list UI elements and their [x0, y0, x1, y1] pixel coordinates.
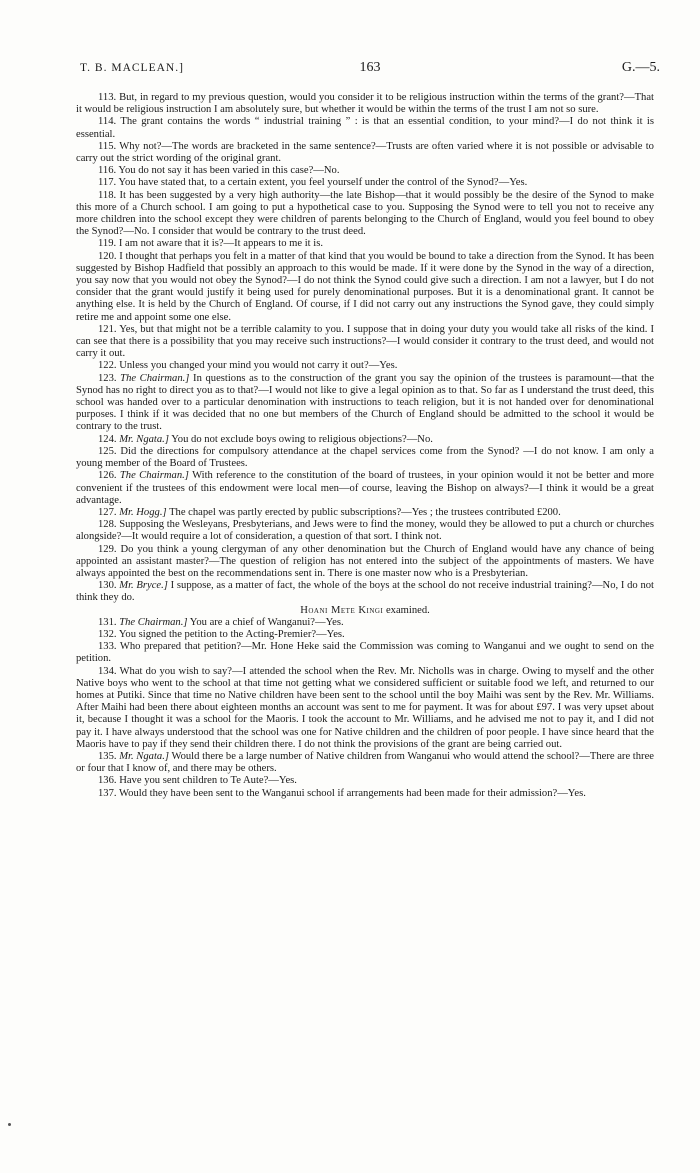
question-number: 135.	[98, 750, 117, 762]
witness-name: Hoani Mete Kingi	[300, 604, 384, 616]
speaker: The Chairman.]	[119, 470, 189, 482]
question-paragraph	[76, 434, 654, 446]
page-body	[76, 92, 654, 800]
question-number: 122.	[98, 360, 117, 372]
question-number: 129.	[98, 543, 117, 555]
running-head-left: T. B. MACLEAN.]	[80, 62, 184, 74]
question-paragraph	[76, 251, 654, 324]
question-text: You are a chief of Wanganui?—Yes.	[189, 616, 344, 628]
question-number: 128.	[98, 519, 117, 531]
testimony-block-2	[76, 617, 654, 800]
question-number: 136.	[98, 775, 117, 787]
question-number: 113.	[98, 92, 117, 103]
question-paragraph	[76, 507, 654, 519]
question-paragraph	[76, 360, 654, 372]
question-paragraph	[76, 580, 654, 604]
speaker: Mr. Hogg.]	[119, 506, 167, 518]
question-number: 121.	[98, 323, 117, 335]
question-text: Would there be a large number of Native children from Wanganui who would attend the school?—There are three or four that I know of, and there may be others.	[76, 750, 654, 775]
question-number: 118.	[98, 189, 117, 201]
speaker: Mr. Bryce.]	[119, 580, 168, 592]
question-number: 137.	[98, 787, 117, 799]
question-paragraph	[76, 238, 654, 250]
speaker: Mr. Ngata.]	[119, 750, 169, 762]
question-paragraph	[76, 519, 654, 543]
question-paragraph	[76, 617, 654, 629]
speaker: Mr. Ngata.]	[119, 433, 169, 445]
question-paragraph	[76, 165, 654, 177]
testimony-block-1	[76, 92, 654, 605]
page-number: 163	[359, 60, 381, 75]
witness-suffix: examined.	[385, 604, 430, 616]
question-text: Yes, but that might not be a terrible calamity to you. I suppose that in doing your duty you would take all risks of the kind. I can see that there is a possibility that you may receive such instructions?—I would consider it contrary to the trust deed, and would not carry it out.	[76, 323, 654, 360]
question-number: 120.	[98, 250, 117, 262]
question-paragraph	[76, 190, 654, 239]
question-paragraph	[76, 141, 654, 165]
question-text: What do you wish to say?—I attended the school when the Rev. Mr. Nicholls was in charge. Owing to myself and the other Native boys who went to the school at that time not getting what we considered sufficient or suitable food we left, and returned to our homes at Putiki. Since that time no Native children have been sent to the school until the boy Maihi was sent by the Rev. Mr. Williams. After Maihi had been there about eighteen months an account was sent to me for payment. It was for about £97. I was very upset about it, because I thought it was a school for the Maoris. I took the account to Mr. Williams, and he advised me not to pay it, and I did not pay it. I have always understood that the school was one for Native children and the children of poor people. I have since heard that the Maoris have to pay if they send their children there. I do not think the provisions of the grant are being carried out.	[76, 665, 654, 750]
question-text: Unless you changed your mind you would not carry it out?—Yes.	[119, 360, 398, 372]
question-text: In questions as to the construction of the grant you say the opinion of the trustees is paramount—that the Synod has no right to direct you as to that?—I would not like to give a legal opinion as to that. So far as I understand the trust deed, this school was handed over to a particular denomination with instructions to teach religion, but it is not handed over for denominational purposes. I think if it was decided that no one but members of the Church of England should be admitted to the school it would be contrary to the trust.	[76, 372, 655, 433]
running-head-right: G.—5.	[621, 60, 660, 75]
speaker: The Chairman.]	[120, 372, 190, 384]
question-paragraph	[76, 446, 654, 470]
page-header	[80, 60, 660, 82]
question-text: Would they have been sent to the Wanganui school if arrangements had been made for their admission?—Yes.	[119, 787, 586, 799]
question-paragraph	[76, 92, 654, 116]
question-number: 134.	[98, 665, 117, 677]
question-number: 132.	[98, 628, 117, 640]
question-text: Did the directions for compulsory attendance at the chapel services come from the Synod? —I do not know. I am only a young member of the Board of Trustees.	[76, 445, 654, 470]
question-number: 130.	[98, 580, 117, 592]
question-number: 114.	[98, 116, 117, 128]
question-text: With reference to the constitution of the board of trustees, in your opinion would it not be better and more convenient if the trustees of this endowment were local men—of course, leaving the Bishop on always?—I think it would be a great advantage.	[76, 470, 655, 506]
question-paragraph	[76, 788, 654, 800]
question-text: The chapel was partly erected by public subscriptions?—Yes ; the trustees contributed £200.	[169, 506, 561, 518]
question-number: 124.	[98, 433, 117, 445]
question-paragraph	[76, 666, 654, 751]
question-number: 117.	[98, 177, 117, 189]
question-text: I thought that perhaps you felt in a matter of that kind that you would be bound to take a direction from the Synod. It has been suggested by Bishop Hadfield that possibly an approach to this would be made. If it were done by the Synod in the way of a direction, you say now that you would not obey the Synod?—I do not think the Synod could give such a direction. I am not a lawyer, but I do not consider that the grant would justify it being used for purely denominational purposes. But it is a denominational grant. It cannot be anything else. It is held by the Church of England. Of course, if I did not carry out any instructions the Synod gave, they could simply retire me and appoint some one else.	[76, 250, 654, 323]
question-text: You have stated that, to a certain extent, you feel yourself under the control of the Synod?—Yes.	[118, 177, 528, 189]
question-paragraph	[76, 629, 654, 641]
question-text: Who prepared that petition?—Mr. Hone Heke said the Commission was coming to Wanganui and we ought to send on the petition.	[76, 641, 654, 665]
question-number: 126.	[98, 470, 117, 482]
question-text: Why not?—The words are bracketed in the same sentence?—Trusts are often varied where it is not possible or advisable to carry out the strict wording of the original grant.	[76, 140, 654, 165]
question-number: 115.	[98, 140, 117, 152]
question-text: Do you think a young clergyman of any other denomination but the Church of England would have any chance of being appointed an assistant master?—The question of religion has not entered into the subject of the appointments of masters. We have always appointed the best on the recommendations sent in. There is one master now who is a Presbyterian.	[76, 543, 654, 579]
question-text: It has been suggested by a very high authority—the late Bishop—that it would possibly be the desire of the Synod to make this more of a Church school. I am going to put a hypothetical case to you. Supposing the Synod were to tell you not to receive any more children into the school except they were children of parents belonging to the Church of England, would you feel bound to obey the Synod?—No. I consider that would be contrary to the trust deed.	[76, 189, 654, 238]
question-paragraph	[76, 470, 654, 507]
question-number: 127.	[98, 506, 117, 518]
question-number: 125.	[98, 445, 117, 457]
question-paragraph	[76, 324, 654, 361]
question-text: I am not aware that it is?—It appears to me it is.	[118, 238, 323, 250]
question-text: Supposing the Wesleyans, Presbyterians, and Jews were to find the money, would they be allowed to put a church or churches alongside?—It would require a lot of consideration, a question of that sort. I think not.	[76, 519, 654, 543]
section-heading	[76, 605, 654, 617]
question-paragraph	[76, 641, 654, 665]
question-paragraph	[76, 177, 654, 189]
question-paragraph	[76, 751, 654, 775]
margin-mark	[8, 1123, 11, 1126]
speaker: The Chairman.]	[119, 616, 188, 628]
question-text: You do not exclude boys owing to religious objections?—No.	[171, 433, 433, 445]
question-number: 123.	[98, 372, 117, 384]
question-text: The grant contains the words “ industrial training ” : is that an essential condition, to your mind?—I do not think it is essential.	[76, 116, 655, 140]
question-number: 133.	[98, 641, 117, 653]
question-paragraph	[76, 544, 654, 581]
question-paragraph	[76, 775, 654, 787]
question-number: 131.	[98, 616, 117, 628]
question-number: 116.	[98, 165, 117, 177]
question-number: 119.	[98, 238, 117, 250]
question-text: I suppose, as a matter of fact, the whole of the boys at the school do not receive industrial training?—No, I do not think they do.	[76, 580, 654, 604]
question-text: You signed the petition to the Acting-Premier?—Yes.	[118, 628, 345, 640]
question-text: Have you sent children to Te Aute?—Yes.	[119, 775, 297, 787]
question-text: You do not say it has been varied in this case?—No.	[118, 165, 340, 177]
question-paragraph	[76, 116, 654, 140]
question-text: But, in regard to my previous question, would you consider it to be religious instruction within the terms of the grant?—That it would be religious instruction I am absolutely sure, but whether it would be within the terms of the trust I am not so sure.	[76, 92, 654, 116]
question-paragraph	[76, 373, 654, 434]
